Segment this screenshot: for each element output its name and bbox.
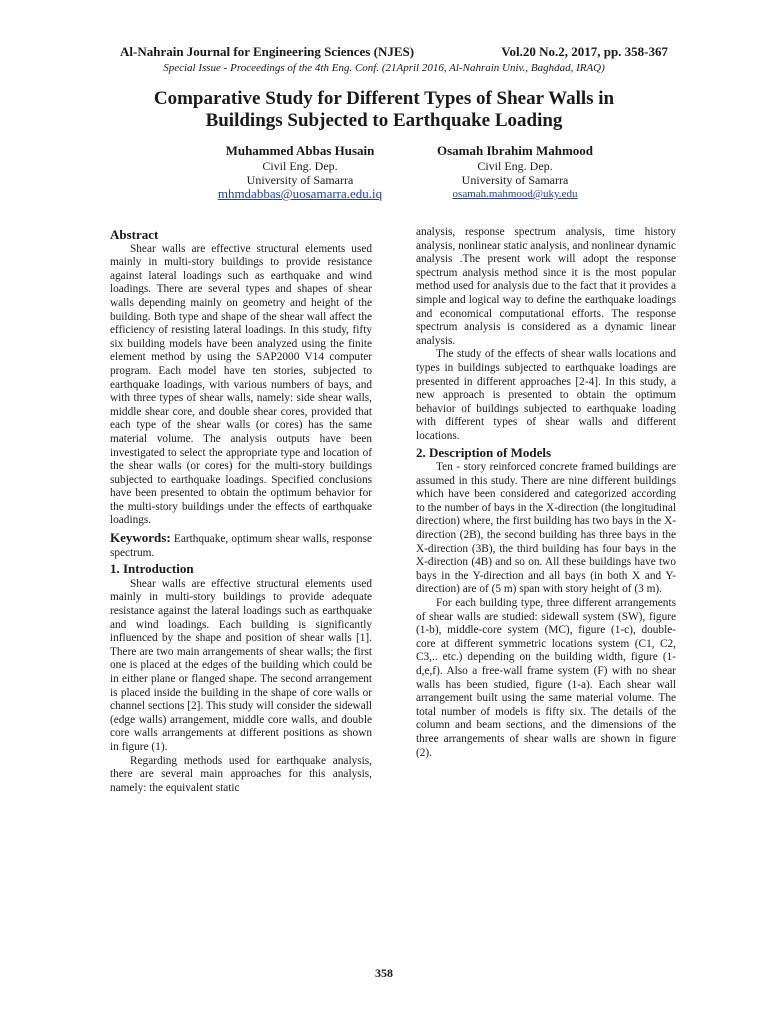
- author-university: University of Samarra: [461, 173, 569, 187]
- page-number: 358: [375, 966, 393, 980]
- intro-paragraph: analysis, response spectrum analysis, time history analysis, nonlinear static analysis, and nonlinear dynamic analysis .The present work will adopt the response spectrum analysis method since it is the most popular method used for analysis due to the fact that it provides a simple and logical way to define the earthquake loadings and economical computational efforts. The response spectrum analysis is considered as a dynamic linear analysis.: [416, 226, 676, 347]
- keywords-label: Keywords:: [110, 530, 171, 546]
- abstract-heading: Abstract: [110, 227, 159, 242]
- author-block: [390, 144, 640, 201]
- keywords-text: Earthquake, optimum shear walls, response spectrum.: [110, 533, 372, 559]
- right-column: [416, 226, 676, 760]
- intro-paragraph: Regarding methods used for earthquake analysis, there are several main approaches for this analysis, namely: the equivalent static: [110, 754, 372, 794]
- models-paragraph: Ten - story reinforced concrete framed buildings are assumed in this study. There are nine different buildings which have been considered and categorized according to the number of bays in the X-direction (the longitudinal direction) where, the first building has two bays in the X-direction (2B), the second building has three bays in the X-direction (3B), the third building has four bays in the X-direction (4B) and so on. All these buildings have two bays in the Y-direction and all bays (in both X and Y-direction) are of (5 m) span with story height of (3 m).: [416, 461, 676, 596]
- left-column: [110, 226, 372, 795]
- abstract-text: Shear walls are effective structural elements used mainly in multi-story buildings to provide resistance against lateral loadings such as earthquake and wind loadings. There are several types and shapes of shear walls depending mainly on geometry and height of the building. Both type and shape of the shear wall affect the efficiency of resisting lateral loadings. In this study, fifty six building models have been analyzed using the finite element method by using the SAP2000 V14 computer program. Each model have ten stories, subjected to earthquake loadings, with various numbers of bays, and with three types of shear walls, namely: side shear walls, middle shear core, and double shear cores, provided that each type of the shear walls (or cores) has the same material volume. The analysis outputs have been investigated to select the appropriate type and location of the shear walls (or cores) for the multi-story buildings subjected to earthquake loadings. Specified conclusions have been presented to obtain the optimum behavior for the multi-story buildings under the effects of earthquake loadings.: [110, 242, 372, 527]
- intro-paragraph: Shear walls are effective structural elements used mainly in multi-story buildings to provide adequate resistance against the lateral loadings such as earthquake and wind loadings. Each building is significantly influenced by the shape and position of shear walls [1]. There are two main arrangements of shear walls; the first one is placed at the edges of the building which could be in either plane or flanged shape. The second arrangement is placed inside the building in the shape of core walls or channel sections [2]. This study will consider the sidewall (edge walls) arrangement, middle core walls, and double core walls arrangements at different positions as shown in figure (1).: [110, 577, 372, 753]
- author-name: Muhammed Abbas Husain: [225, 143, 375, 158]
- author-email-link[interactable]: mhmdabbas@uosamarra.edu.iq: [217, 186, 383, 201]
- intro-heading: 1. Introduction: [110, 561, 194, 577]
- author-dept: Civil Eng. Dep.: [477, 159, 553, 173]
- author-email-link[interactable]: osamah.mahmood@uky.edu: [452, 188, 578, 200]
- journal-header: [120, 44, 668, 60]
- journal-name: Al-Nahrain Journal for Engineering Sciences (NJES): [120, 44, 415, 59]
- author-name: Osamah Ibrahim Mahmood: [436, 143, 594, 158]
- models-paragraph: For each building type, three different arrangements of shear walls are studied: sidewall system (SW), figure (1-b), middle-core system (MC), figure (1-c), double-core at different symmetric locations system (C1, C2, C3,.. etc.) depending on the building width, figure (1-d,e,f). Also a free-wall frame system (F) with no shear walls has been studied, figure (1-a). Each shear wall arrangement built using the same material volume. The total number of models is fifty six. The details of the column and beam sections, and the dimensions of the three arrangements of shear walls are shown in figure (2).: [416, 597, 676, 759]
- keywords: [110, 531, 372, 560]
- special-issue-line: Special Issue - Proceedings of the 4th Eng. Conf. (21April 2016, Al-Nahrain Univ., Baghdad, IRAQ): [163, 62, 605, 74]
- author-dept: Civil Eng. Dep.: [262, 159, 338, 173]
- models-heading: 2. Description of Models: [416, 444, 552, 460]
- journal-volume: Vol.20 No.2, 2017, pp. 358-367: [501, 44, 668, 59]
- paper-title-line: Buildings Subjected to Earthquake Loading: [205, 110, 563, 131]
- intro-paragraph: The study of the effects of shear walls locations and types in buildings subjected to earthquake loadings are presented in different approaches [2-4]. In this study, a new approach is presented to obtain the optimum behavior of buildings subjected to earthquake loading with different types of shear walls and different locations.: [416, 348, 676, 442]
- paper-title-line: Comparative Study for Different Types of Shear Walls in: [153, 88, 615, 109]
- author-university: University of Samarra: [246, 173, 354, 187]
- paper-title: [84, 88, 684, 132]
